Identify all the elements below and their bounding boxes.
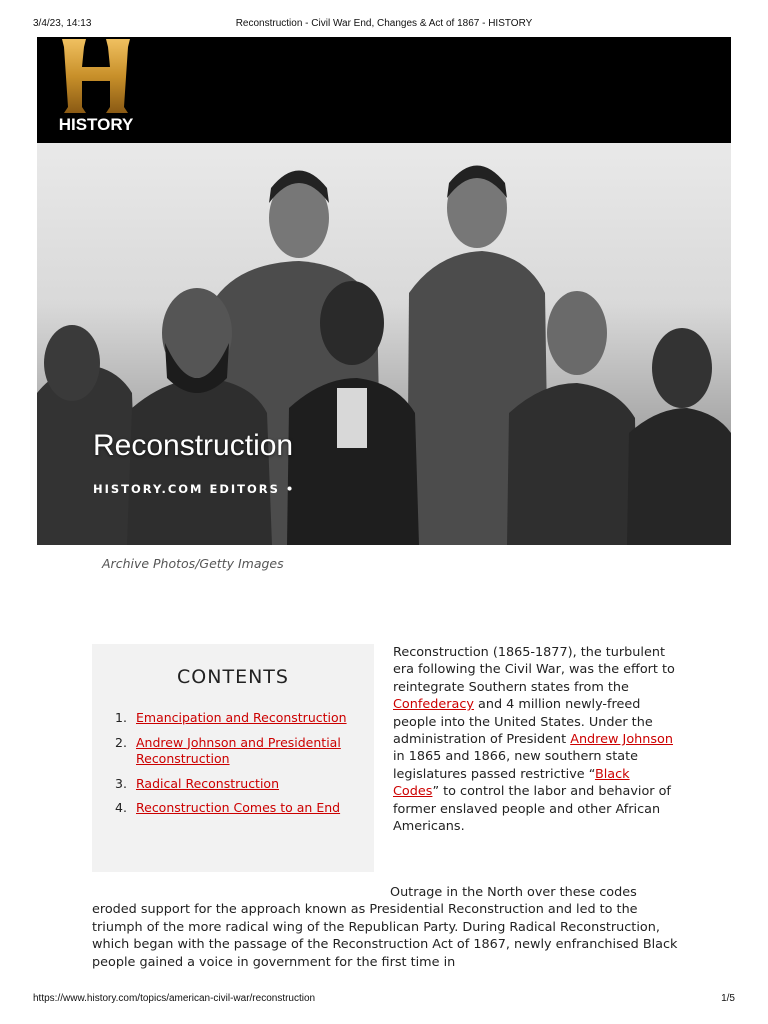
toc-item: [115, 776, 355, 793]
toc-item: [115, 800, 355, 817]
print-header: [0, 0, 768, 36]
intro-paragraph: [393, 644, 679, 835]
link-andrew-johnson[interactable]: Andrew Johnson: [570, 732, 673, 748]
toc-link-andrew-johnson[interactable]: Andrew Johnson and Presidential Reconstruction: [136, 734, 341, 766]
print-footer: [0, 990, 768, 1010]
intro-text: ” to control the labor and behavior of former enslaved people and other African Americans.: [393, 784, 671, 835]
hero-title: Reconstruction: [93, 429, 294, 462]
toc-item-number: 4.: [115, 800, 127, 815]
history-h-icon: [54, 37, 138, 117]
toc-link-radical-reconstruction[interactable]: Radical Reconstruction: [136, 775, 280, 791]
site-header: [37, 37, 731, 143]
intro-text: and 4 million newly-freed people into the United States. Under the administration of President: [393, 697, 653, 748]
toc-link-reconstruction-ends[interactable]: Reconstruction Comes to an End: [136, 800, 341, 815]
print-url: https://www.history.com/topics/american-civil-war/reconstruction: [33, 993, 316, 1004]
hero-byline[interactable]: HISTORY.COM EDITORS •: [93, 482, 296, 496]
table-of-contents: [92, 644, 374, 872]
toc-item-number: 2.: [115, 734, 127, 750]
toc-heading: CONTENTS: [177, 666, 289, 688]
intro-text: in 1865 and 1866, new southern state legislatures passed restrictive “: [393, 749, 638, 782]
link-black-codes[interactable]: Black Codes: [393, 766, 630, 800]
image-caption: Archive Photos/Getty Images: [102, 556, 284, 571]
toc-item-number: 1.: [115, 710, 127, 725]
toc-list: [115, 710, 355, 825]
intro-text: Reconstruction (1865-1877), the turbulent era following the Civil War, was the effort to reintegrate Southern states from the: [393, 645, 675, 695]
toc-item: [115, 735, 355, 768]
toc-item-number: 3.: [115, 775, 127, 791]
print-datetime: 3/4/23, 14:13: [33, 18, 92, 29]
print-page-number: 1/5: [721, 993, 735, 1004]
hero-image: [37, 143, 731, 545]
toc-item: [115, 710, 355, 727]
link-confederacy[interactable]: Confederacy: [393, 697, 474, 713]
logo-wordmark: HISTORY: [58, 115, 134, 134]
print-page-title: Reconstruction - Civil War End, Changes & Act of 1867 - HISTORY: [235, 18, 533, 29]
toc-link-emancipation[interactable]: Emancipation and Reconstruction: [136, 710, 347, 725]
body-paragraph: [92, 884, 682, 971]
history-logo[interactable]: [54, 37, 138, 137]
body-text: Outrage in the North over these codes eroded support for the approach known as Presidential Reconstruction and led to the triumph of the more radical wing of the Republican Party. During Radical Reconstruction, which began with the passage of the Reconstruction Act of 1867, newly enfranchised Black people gained a voice in government for the first time in: [92, 885, 678, 970]
